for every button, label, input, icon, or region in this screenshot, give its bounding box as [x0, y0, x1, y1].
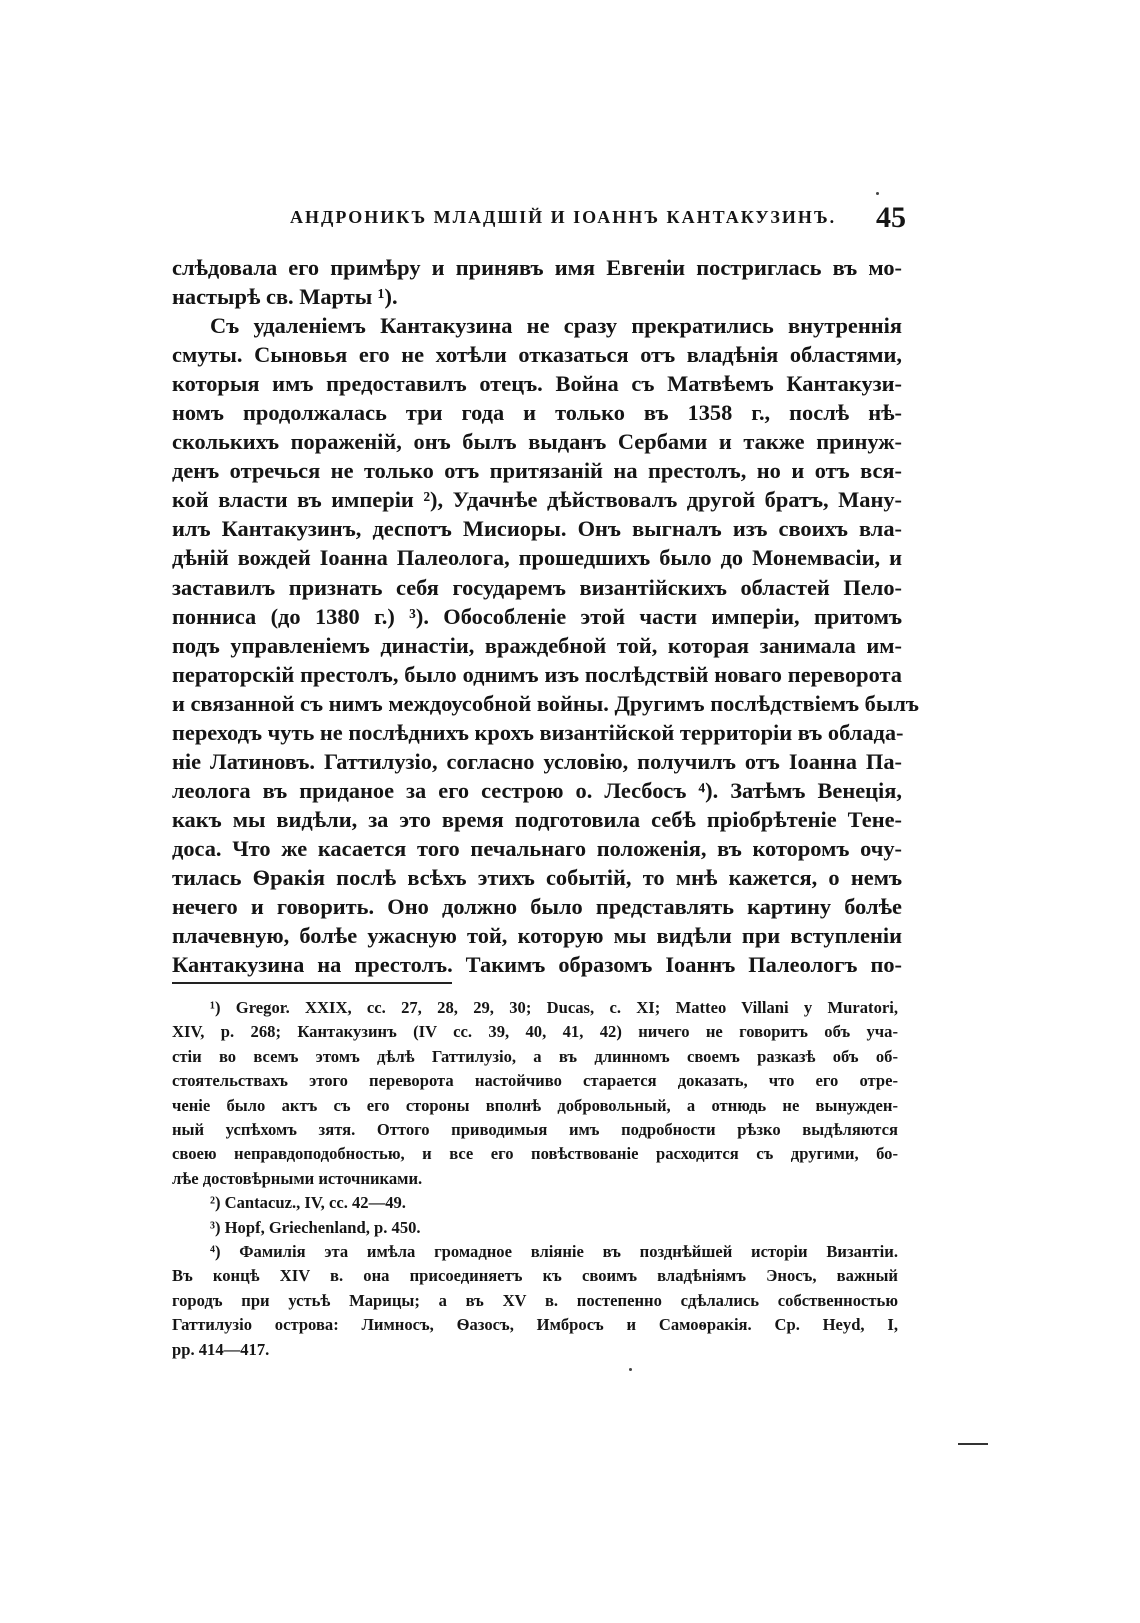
text-line: сколькихъ пораженій, онъ былъ выданъ Сербами и также принуж- — [172, 429, 902, 455]
footnote-line: Гаттилузіо острова: Лимносъ, Ѳазосъ, Имбросъ и Самоѳракія. Ср. Heyd, I, — [172, 1315, 898, 1335]
text-line: ператорскій престолъ, было однимъ изъ послѣдствій новаго переворота — [172, 661, 902, 687]
footnote-line: ¹) Gregor. XXIX, cc. 27, 28, 29, 30; Ducas, c. XI; Matteo Villani y Muratori, — [210, 998, 898, 1017]
running-title: АНДРОНИКЪ МЛАДШІЙ И ІОАННЪ КАНТАКУЗИНЪ. — [290, 207, 837, 227]
footnote-line: Въ концѣ XIV в. она присоединяетъ къ своимъ владѣніямъ Эносъ, важный — [172, 1266, 898, 1286]
footnote-line: стоятельствахъ этого переворота настойчиво старается доказать, что его отре- — [172, 1071, 898, 1091]
text-line: доса. Что же касается того печальнаго положенія, въ которомъ очу- — [172, 835, 902, 861]
footnote-line: ный успѣхомъ зятя. Оттого приводимыя имъ подробности рѣзко выдѣляются — [172, 1120, 898, 1140]
text-line: дѣній вождей Іоанна Палеолога, прошедшихъ было до Монемвасіи, и — [172, 545, 902, 571]
text-line: смуты. Сыновья его не хотѣли отказаться отъ владѣнія областями, — [172, 342, 902, 368]
footnote-line: XIV, p. 268; Кантакузинъ (IV cc. 39, 40, 41, 42) ничего не говоритъ объ уча- — [172, 1022, 898, 1042]
text-line: нечего и говорить. Оно должно было представлять картину болѣе — [172, 894, 902, 920]
footnote-line: ⁴) Фамилія эта имѣла громадное вліяніе въ позднѣйшей исторіи Византіи. — [210, 1242, 898, 1262]
margin-dash — [958, 1443, 988, 1445]
text-line: ніе Латиновъ. Гаттилузіо, согласно условію, получилъ отъ Іоанна Па- — [172, 748, 902, 774]
text-line: Кантакузина на престолъ. Такимъ образомъ Іоаннъ Палеологъ по- — [172, 952, 902, 978]
text-line: переходъ чуть не послѣднихъ крохъ византійской территоріи въ облада- — [172, 719, 904, 745]
text-line: кой власти въ имперіи ²), Удачнѣе дѣйствовалъ другой братъ, Ману- — [172, 487, 902, 513]
text-line: и связанной съ нимъ междоусобной войны. Другимъ послѣдствіемъ былъ — [172, 690, 919, 716]
footnote-line: ченіе было актъ съ его стороны вполнѣ добровольный, а отнюдь не вынужден- — [172, 1095, 898, 1115]
text-line: заставилъ признать себя государемъ византійскихъ областей Пело- — [172, 574, 902, 600]
text-line: плачевную, болѣе ужасную той, которую мы видѣли при вступленіи — [172, 923, 902, 949]
text-line: которыя имъ предоставилъ отецъ. Война съ Матвѣемъ Кантакузи- — [172, 371, 902, 397]
footnote-line: городъ при устьѣ Марицы; а въ XV в. постепенно сдѣлались собственностью — [172, 1290, 898, 1310]
scan-speck — [876, 192, 879, 195]
text-line: настырѣ св. Марты ¹). — [172, 284, 398, 310]
text-line: денъ отречься не только отъ притязаній на престолъ, но и отъ вся- — [172, 458, 902, 484]
footnote-line: лѣе достовѣрными источниками. — [172, 1168, 423, 1188]
text-line: какъ мы видѣли, за это время подготовила себѣ пріобрѣтеніе Тене- — [172, 806, 902, 832]
text-line: илъ Кантакузинъ, деспотъ Мисиоры. Онъ выгналъ изъ своихъ вла- — [172, 516, 902, 542]
text-line: слѣдовала его примѣру и принявъ имя Евгеніи постриглась въ мо- — [172, 255, 902, 280]
footnote-separator — [172, 982, 452, 984]
footnote-line: ³) Hopf, Griechenland, p. 450. — [210, 1217, 421, 1237]
footnote-line: своею неправдоподобностью, и все его повѣствованіе расходится съ другими, бо- — [172, 1144, 898, 1164]
footnote-line: ²) Cantacuz., IV, cc. 42—49. — [210, 1193, 406, 1213]
text-line: номъ продолжалась три года и только въ 1358 г., послѣ нѣ- — [172, 400, 902, 426]
scan-speck — [629, 1368, 632, 1371]
text-line: Съ удаленіемъ Кантакузина не сразу прекратились внутреннія — [210, 313, 902, 339]
page-header — [172, 201, 910, 239]
text-line: подъ управленіемъ династіи, враждебной той, которая занимала им- — [172, 632, 902, 658]
footnote-line: pp. 414—417. — [172, 1339, 270, 1359]
page-number: 45 — [876, 201, 906, 234]
footnotes — [172, 996, 898, 1362]
text-line: леолога въ приданое за его сестрою о. Лесбосъ ⁴). Затѣмъ Венеція, — [172, 777, 902, 803]
main-text — [172, 253, 919, 979]
footnote-line: стіи во всемъ этомъ дѣлѣ Гаттилузіо, а въ длинномъ своемъ разказѣ объ об- — [172, 1046, 898, 1066]
text-line: тилась Ѳракія послѣ всѣхъ этихъ событій, то мнѣ кажется, о немъ — [172, 864, 902, 890]
text-line: понниса (до 1380 г.) ³). Обособленіе этой части имперіи, притомъ — [172, 603, 902, 629]
